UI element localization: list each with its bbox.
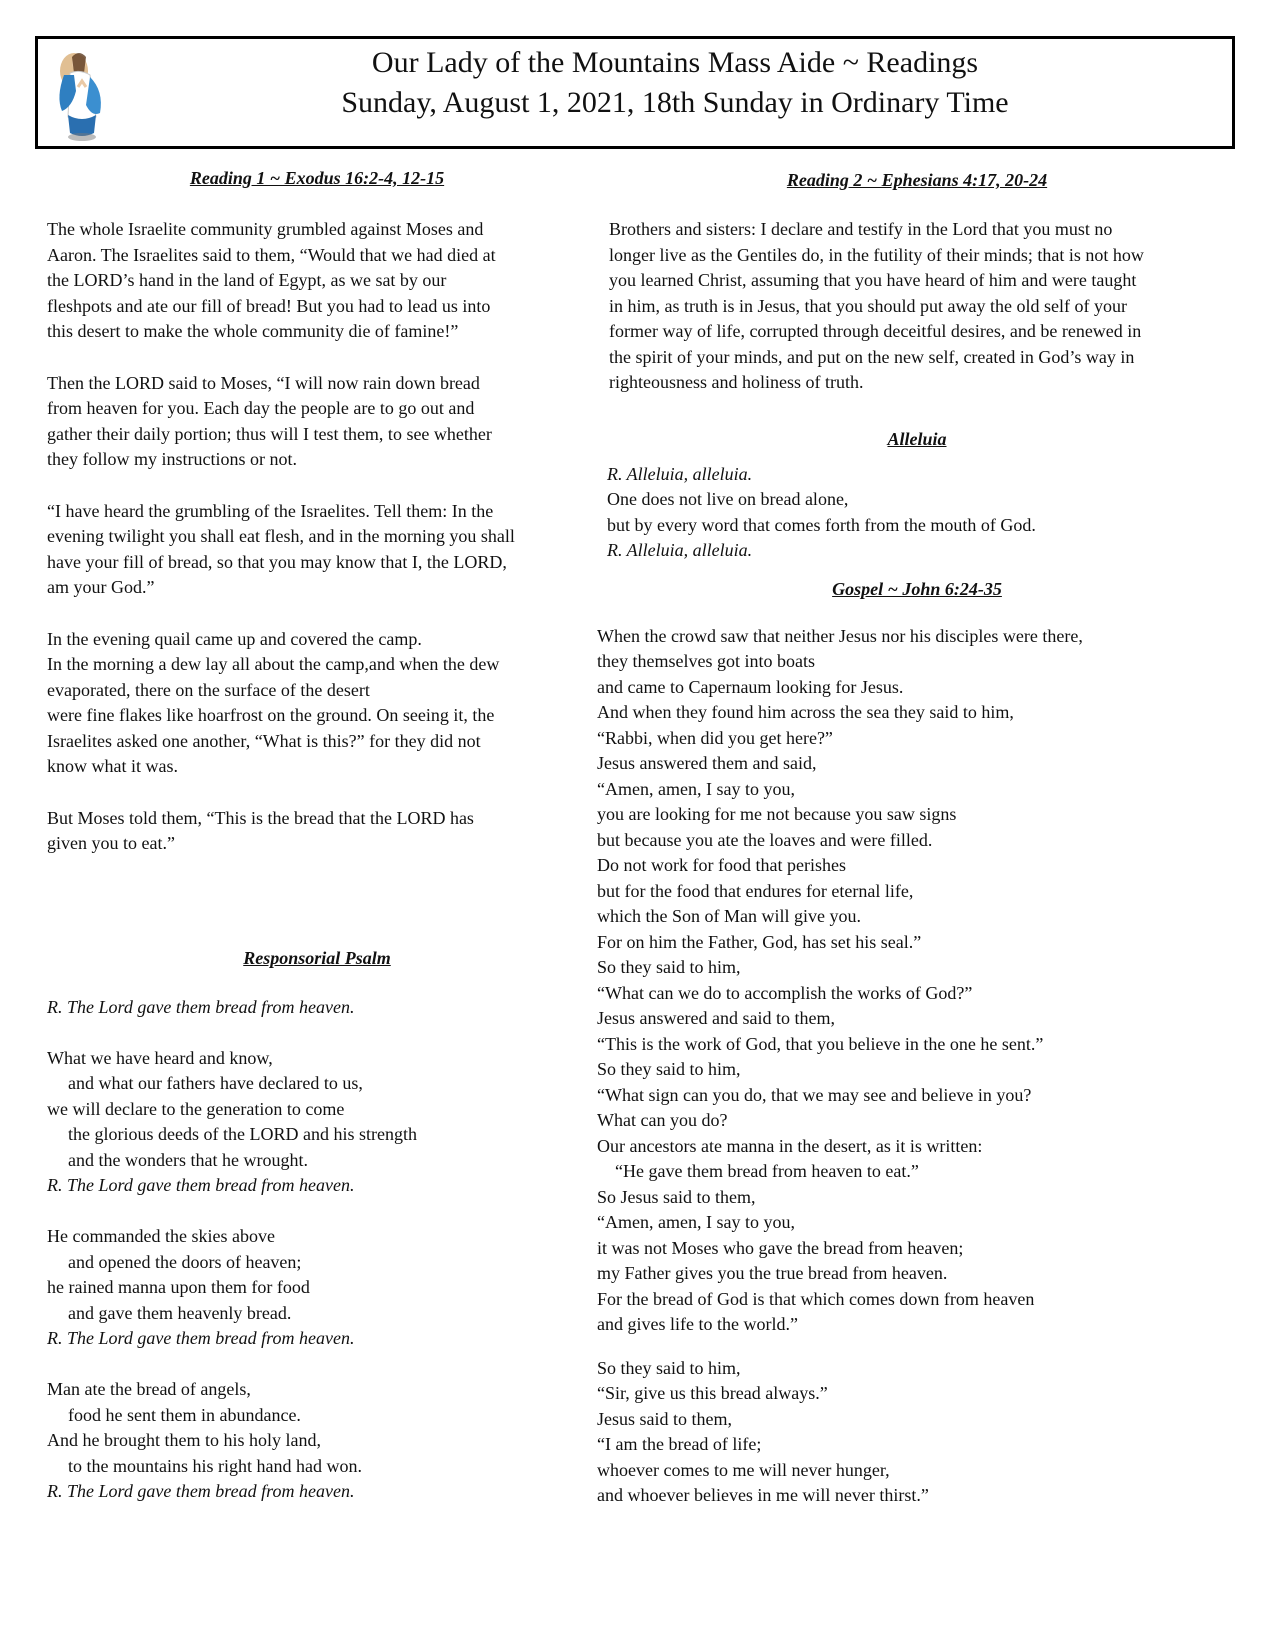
gospel-line: Jesus answered and said to them, [597,1008,835,1028]
gospel-line: So they said to him, [597,1059,741,1079]
psalm-line: What we have heard and know, [47,1047,273,1068]
alleluia-refrain: R. Alleluia, alleluia. [607,463,753,484]
header-box [35,36,1235,149]
psalm-heading: Responsorial Psalm [243,947,391,968]
gospel-heading: Gospel ~ John 6:24-35 [832,578,1002,599]
alleluia-heading: Alleluia [887,428,947,449]
virgin-mary-image [52,47,112,143]
psalm-line: and gave them heavenly bread. [68,1302,292,1323]
gospel-line: and came to Capernaum looking for Jesus. [597,676,904,697]
gospel-line: my Father gives you the true bread from heaven. [597,1263,948,1283]
gospel-line: Our ancestors ate manna in the desert, as it is written: [597,1135,983,1156]
gospel-line: So Jesus said to them, [597,1186,756,1207]
alleluia-verse: One does not live on bread alone, [607,489,849,509]
psalm-line: Man ate the bread of angels, [47,1379,251,1399]
gospel-line: “Rabbi, when did you get here?” [597,727,833,748]
gospel-line: “What sign can you do, that we may see and believe in you? [597,1084,1032,1105]
reading2-text: Brothers and sisters: I declare and testify in the Lord that you must no longer live as the Gentiles do, in the futility of their minds; that is not how you learned Christ, assuming that you have heard of him and were taught in him, as truth is in Jesus, that you should put away the old self of your former way of life, corrupted through deceitful desires, and be renewed in the spirit of your minds, and put on the new self, created in God’s way in righteousness and holiness of truth. [609,219,1144,392]
psalm-line: and opened the doors of heaven; [68,1251,302,1272]
gospel-line: “I am the bread of life; [597,1434,762,1454]
right-column [597,165,1237,1509]
reading1-paragraph: In the evening quail came up and covered the camp. In the morning a dew lay all about the camp,and when the dew evaporated, there on the surface of the desert were fine flakes like hoarfrost on the ground. On seeing it, the Israelites asked one another, “What is this?” for they did not know what it was. [47,628,500,776]
psalm-line: we will declare to the generation to come [47,1098,345,1119]
gospel-line: it was not Moses who gave the bread from heaven; [597,1237,964,1258]
gospel-line: and whoever believes in me will never thirst.” [597,1485,929,1505]
gospel-line: For the bread of God is that which comes down from heaven [597,1288,1035,1309]
psalm-refrain: R. The Lord gave them bread from heaven. [47,1328,355,1348]
alleluia-verse: but by every word that comes forth from the mouth of God. [607,514,1036,535]
psalm-refrain: R. The Lord gave them bread from heaven. [47,1175,355,1195]
gospel-line: Jesus said to them, [597,1408,732,1429]
gospel-line: but for the food that endures for eternal life, [597,880,914,901]
gospel-line: “What can we do to accomplish the works of God?” [597,982,973,1003]
psalm-line: And he brought them to his holy land, [47,1430,321,1450]
gospel-text-continued [597,1356,1237,1509]
gospel-line: Do not work for food that perishes [597,855,846,875]
psalm-line: to the mountains his right hand had won. [68,1455,362,1476]
gospel-line: “This is the work of God, that you believe in the one he sent.” [597,1033,1044,1054]
left-column [47,165,587,1505]
reading1-heading: Reading 1 ~ Exodus 16:2-4, 12-15 [189,168,445,188]
psalm-line: He commanded the skies above [47,1226,275,1246]
psalm-line: he rained manna upon them for food [47,1277,310,1297]
gospel-line: which the Son of Man will give you. [597,906,861,926]
gospel-line: When the crowd saw that neither Jesus nor his disciples were there, [597,625,1083,646]
reading2-heading: Reading 2 ~ Ephesians 4:17, 20-24 [786,170,1048,190]
psalm-line: and the wonders that he wrought. [68,1149,308,1170]
gospel-line: So they said to him, [597,957,741,977]
psalm-line: food he sent them in abundance. [68,1404,301,1425]
page-subtitle: Sunday, August 1, 2021, 18th Sunday in Ordinary Time [341,86,1009,119]
reading1-paragraph: Then the LORD said to Moses, “I will now rain down bread from heaven for you. Each day the people are to go out and gather their daily portion; thus will I test them, to see whether they follow my instructions or not. [47,372,492,469]
gospel-text [597,624,1237,1338]
gospel-line: What can you do? [597,1110,728,1130]
gospel-line: For on him the Father, God, has set his seal.” [597,931,922,952]
page-title: Our Lady of the Mountains Mass Aide ~ Readings [371,46,979,79]
psalm-line: and what our fathers have declared to us, [68,1073,363,1093]
psalm-line: the glorious deeds of the LORD and his strength [68,1124,417,1144]
alleluia-refrain: R. Alleluia, alleluia. [607,540,753,560]
gospel-line: “Amen, amen, I say to you, [597,1212,795,1232]
gospel-line: “Sir, give us this bread always.” [597,1383,828,1403]
reading1-paragraph: But Moses told them, “This is the bread that the LORD has given you to eat.” [47,807,474,853]
gospel-line: “Amen, amen, I say to you, [597,778,795,799]
gospel-line: “He gave them bread from heaven to eat.” [615,1161,919,1181]
gospel-line: they themselves got into boats [597,651,815,671]
gospel-line: Jesus answered them and said, [597,753,817,773]
gospel-line: and gives life to the world.” [597,1314,798,1334]
reading1-paragraph: “I have heard the grumbling of the Israelites. Tell them: In the evening twilight you shall eat flesh, and in the morning you shall have your fill of bread, so that you may know that I, the LORD, am your God.” [47,500,515,597]
psalm-refrain: R. The Lord gave them bread from heaven. [47,1481,355,1501]
gospel-line: So they said to him, [597,1357,741,1378]
reading1-paragraph: The whole Israelite community grumbled against Moses and Aaron. The Israelites said to them, “Would that we had died at the LORD’s hand in the land of Egypt, as we sat by our fleshpots and ate our fill of bread! But you had to lead us into this desert to make the whole community die of famine!” [47,219,496,341]
gospel-line: but because you ate the loaves and were filled. [597,829,933,850]
psalm-refrain: R. The Lord gave them bread from heaven. [47,996,355,1017]
gospel-line: And when they found him across the sea they said to him, [597,702,1014,722]
gospel-line: you are looking for me not because you saw signs [597,804,957,824]
gospel-line: whoever comes to me will never hunger, [597,1459,890,1480]
